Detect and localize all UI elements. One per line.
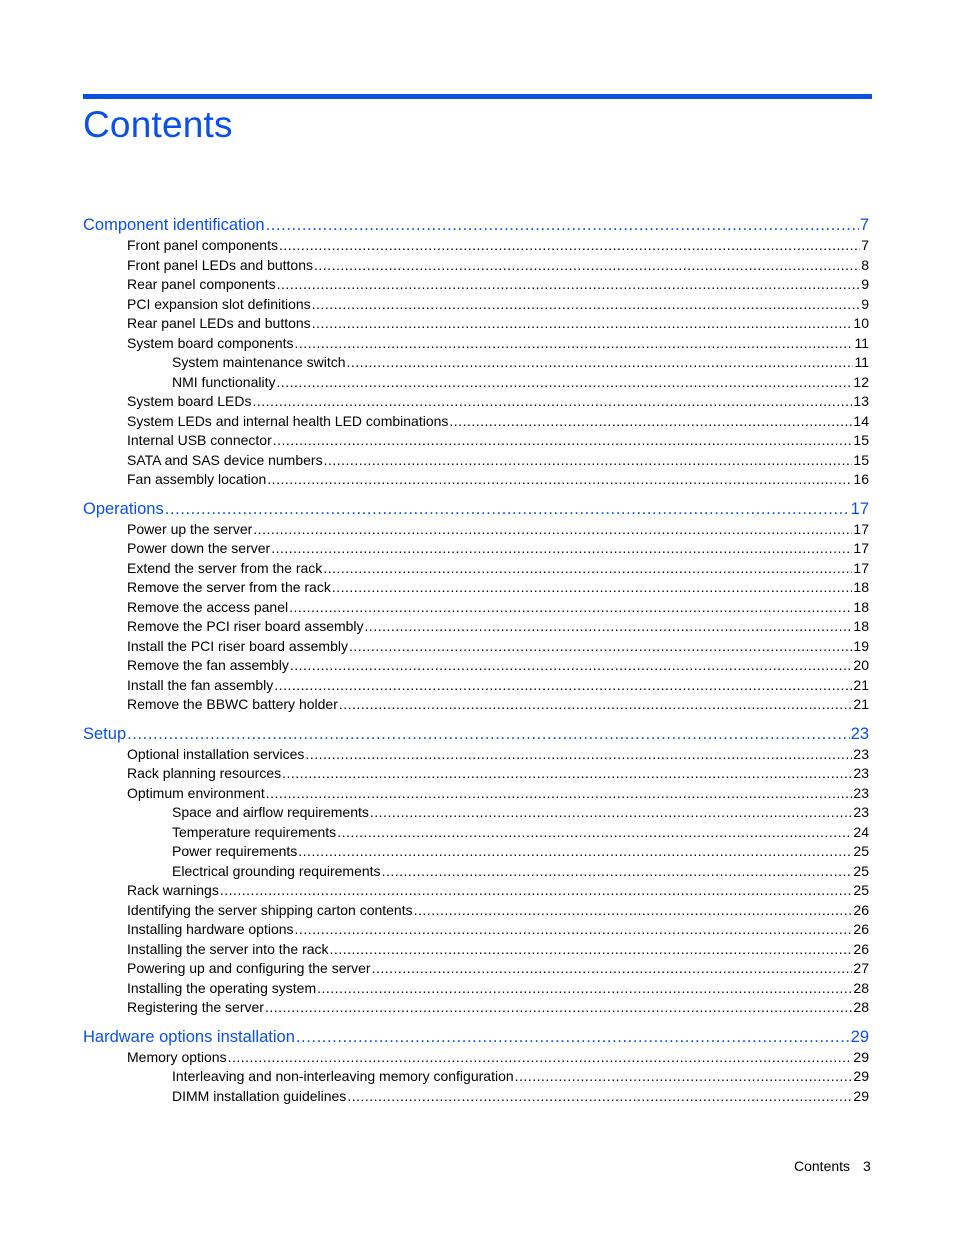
toc-entry-title[interactable]: NMI functionality bbox=[172, 373, 276, 390]
toc-page-number[interactable]: 10 bbox=[853, 315, 869, 331]
toc-subsection-link[interactable] bbox=[83, 334, 869, 354]
toc-page-number[interactable]: 25 bbox=[853, 843, 869, 859]
toc-page-number[interactable]: 19 bbox=[853, 637, 869, 654]
toc-entry-title[interactable]: Optional installation services bbox=[127, 745, 305, 762]
toc-entry-title[interactable]: Rear panel LEDs and buttons bbox=[127, 315, 311, 331]
dot-leader bbox=[339, 695, 853, 715]
toc-subsubsection-link[interactable] bbox=[83, 823, 869, 843]
toc-page-number[interactable]: 17 bbox=[853, 540, 869, 556]
toc-entry-title[interactable]: Memory options bbox=[127, 1048, 227, 1065]
toc-entry-title[interactable]: Optimum environment bbox=[127, 784, 265, 801]
toc-chapter-link[interactable] bbox=[83, 1027, 869, 1048]
dot-leader bbox=[312, 295, 861, 315]
dot-leader bbox=[228, 1048, 853, 1068]
toc-subsection-link[interactable] bbox=[83, 470, 869, 490]
toc-chapter-link[interactable] bbox=[83, 215, 869, 236]
toc-subsection-link[interactable] bbox=[83, 256, 869, 276]
dot-leader bbox=[370, 803, 853, 823]
toc-entry-title[interactable]: Component identification bbox=[83, 216, 265, 234]
footer-page-number: 3 bbox=[863, 1158, 871, 1174]
toc-subsection-link[interactable] bbox=[83, 695, 869, 715]
dot-leader bbox=[296, 1027, 850, 1048]
toc-page-number[interactable]: 26 bbox=[853, 940, 869, 957]
toc-subsection-link[interactable] bbox=[83, 617, 869, 637]
dot-leader bbox=[267, 470, 852, 490]
dot-leader bbox=[266, 215, 859, 236]
dot-leader bbox=[265, 998, 852, 1018]
toc-page-number[interactable]: 17 bbox=[853, 559, 869, 576]
dot-leader bbox=[305, 745, 852, 765]
toc-subsubsection-link[interactable] bbox=[83, 1087, 869, 1107]
dot-leader bbox=[289, 598, 852, 618]
toc-subsection-link[interactable] bbox=[83, 295, 869, 315]
toc-entry-title[interactable]: Setup bbox=[83, 724, 127, 743]
dot-leader bbox=[515, 1067, 853, 1087]
toc-page-number[interactable]: 15 bbox=[853, 451, 869, 468]
toc-subsection-link[interactable] bbox=[83, 520, 869, 540]
dot-leader bbox=[365, 617, 853, 637]
dot-leader bbox=[290, 656, 853, 676]
toc-page-number[interactable]: 12 bbox=[853, 373, 869, 390]
toc-entry-title[interactable]: Power down the server bbox=[127, 540, 271, 556]
toc-page-number[interactable]: 29 bbox=[853, 1087, 869, 1104]
dot-leader bbox=[349, 637, 852, 657]
dot-leader bbox=[414, 901, 853, 921]
toc-page-number[interactable]: 20 bbox=[853, 657, 869, 673]
toc-entry-title[interactable]: Installing the operating system bbox=[127, 979, 317, 996]
toc-subsubsection-link[interactable] bbox=[83, 862, 869, 882]
toc-entry-title[interactable]: Install the fan assembly bbox=[127, 676, 274, 693]
toc-subsection-link[interactable] bbox=[83, 998, 869, 1018]
dot-leader bbox=[372, 959, 853, 979]
toc-entry-title[interactable]: Powering up and configuring the server bbox=[127, 960, 371, 976]
toc-entry-title[interactable]: Installing hardware options bbox=[127, 921, 294, 937]
toc-entry-title[interactable]: Internal USB connector bbox=[127, 432, 272, 448]
page-footer bbox=[794, 1158, 871, 1174]
toc-subsection-link[interactable] bbox=[83, 314, 869, 334]
table-of-contents bbox=[83, 215, 869, 1106]
toc-entry-title[interactable]: DIMM installation guidelines bbox=[172, 1087, 347, 1104]
toc-subsection-link[interactable] bbox=[83, 637, 869, 657]
toc-entry-title[interactable]: Registering the server bbox=[127, 999, 264, 1015]
dot-leader bbox=[220, 881, 853, 901]
toc-subsection-link[interactable] bbox=[83, 431, 869, 451]
toc-subsection-link[interactable] bbox=[83, 236, 869, 256]
toc-entry-title[interactable]: System board LEDs bbox=[127, 393, 252, 409]
toc-entry-title[interactable]: Hardware options installation bbox=[83, 1027, 295, 1046]
toc-entry-title[interactable]: Rack warnings bbox=[127, 882, 219, 898]
dot-leader bbox=[312, 314, 853, 334]
toc-page-number[interactable]: 23 bbox=[850, 724, 869, 743]
toc-entry-title[interactable]: Front panel LEDs and buttons bbox=[127, 256, 314, 273]
dot-leader bbox=[274, 676, 852, 696]
toc-subsection-link[interactable] bbox=[83, 676, 869, 696]
dot-leader bbox=[324, 451, 853, 471]
toc-page-number[interactable]: 16 bbox=[853, 471, 869, 487]
dot-leader bbox=[298, 842, 852, 862]
toc-subsection-link[interactable] bbox=[83, 598, 869, 618]
dot-leader bbox=[330, 940, 853, 960]
toc-page-number[interactable]: 15 bbox=[853, 432, 869, 448]
toc-page-number[interactable]: 11 bbox=[854, 354, 869, 370]
toc-page-number[interactable]: 17 bbox=[850, 499, 869, 518]
toc-entry-title[interactable]: Fan assembly location bbox=[127, 471, 267, 487]
toc-entry-title[interactable]: Remove the fan assembly bbox=[127, 657, 289, 673]
toc-page-number[interactable]: 28 bbox=[853, 999, 869, 1015]
toc-entry-title[interactable]: System maintenance switch bbox=[172, 354, 346, 370]
toc-section bbox=[83, 499, 869, 715]
toc-subsection-link[interactable] bbox=[83, 901, 869, 921]
toc-page-number[interactable]: 26 bbox=[853, 901, 869, 918]
toc-subsection-link[interactable] bbox=[83, 412, 869, 432]
dot-leader bbox=[347, 353, 854, 373]
toc-entry-title[interactable]: Rear panel components bbox=[127, 276, 276, 292]
toc-entry-title[interactable]: Remove the server from the rack bbox=[127, 579, 331, 595]
toc-entry-title[interactable]: Remove the PCI riser board assembly bbox=[127, 618, 364, 634]
toc-subsection-link[interactable] bbox=[83, 745, 869, 765]
toc-entry-title[interactable]: Temperature requirements bbox=[172, 823, 337, 840]
dot-leader bbox=[165, 499, 850, 520]
toc-page-number[interactable]: 18 bbox=[853, 579, 869, 595]
toc-page-number[interactable]: 28 bbox=[853, 979, 869, 996]
toc-subsubsection-link[interactable] bbox=[83, 373, 869, 393]
dot-leader bbox=[277, 275, 861, 295]
toc-entry-title[interactable]: Operations bbox=[83, 499, 164, 518]
toc-entry-title[interactable]: System board components bbox=[127, 334, 294, 351]
toc-subsection-link[interactable] bbox=[83, 451, 869, 471]
dot-leader bbox=[271, 539, 852, 559]
dot-leader bbox=[295, 920, 853, 940]
toc-page-number[interactable]: 26 bbox=[853, 921, 869, 937]
toc-page-number[interactable]: 27 bbox=[853, 960, 869, 976]
dot-leader bbox=[382, 862, 853, 882]
toc-subsection-link[interactable] bbox=[83, 392, 869, 412]
toc-page-number[interactable]: 14 bbox=[853, 412, 869, 429]
toc-page-number[interactable]: 21 bbox=[853, 696, 869, 712]
toc-page-number[interactable]: 29 bbox=[850, 1027, 869, 1046]
toc-entry-title[interactable]: Rack planning resources bbox=[127, 765, 282, 781]
dot-leader bbox=[127, 724, 850, 745]
toc-entry-title[interactable]: SATA and SAS device numbers bbox=[127, 451, 323, 468]
toc-page-number[interactable]: 7 bbox=[859, 216, 869, 234]
toc-page-number[interactable]: 29 bbox=[853, 1068, 869, 1084]
toc-page-number[interactable]: 9 bbox=[861, 276, 869, 292]
toc-subsubsection-link[interactable] bbox=[83, 353, 869, 373]
toc-page-number[interactable]: 23 bbox=[853, 804, 869, 820]
toc-page-number[interactable]: 17 bbox=[853, 520, 869, 537]
toc-entry-title[interactable]: PCI expansion slot definitions bbox=[127, 295, 311, 312]
toc-page-number[interactable]: 25 bbox=[853, 862, 869, 879]
toc-entry-title[interactable]: Extend the server from the rack bbox=[127, 559, 323, 576]
dot-leader bbox=[279, 236, 860, 256]
toc-section bbox=[83, 724, 869, 1018]
toc-subsubsection-link[interactable] bbox=[83, 1067, 869, 1087]
dot-leader bbox=[323, 559, 852, 579]
toc-page-number[interactable]: 24 bbox=[853, 823, 869, 840]
toc-page-number[interactable]: 18 bbox=[853, 598, 869, 615]
dot-leader bbox=[317, 979, 852, 999]
toc-subsubsection-link[interactable] bbox=[83, 803, 869, 823]
toc-subsection-link[interactable] bbox=[83, 784, 869, 804]
toc-page-number[interactable]: 8 bbox=[861, 256, 869, 273]
toc-page-number[interactable]: 11 bbox=[854, 334, 869, 351]
toc-entry-title[interactable]: Space and airflow requirements bbox=[172, 804, 369, 820]
toc-subsection-link[interactable] bbox=[83, 764, 869, 784]
toc-subsection-link[interactable] bbox=[83, 578, 869, 598]
toc-page-number[interactable]: 7 bbox=[861, 237, 869, 253]
toc-page-number[interactable]: 23 bbox=[853, 745, 869, 762]
dot-leader bbox=[332, 578, 853, 598]
page-title: Contents bbox=[83, 104, 233, 145]
toc-subsection-link[interactable] bbox=[83, 881, 869, 901]
toc-chapter-link[interactable] bbox=[83, 724, 869, 745]
toc-entry-title[interactable]: Interleaving and non-interleaving memory configuration bbox=[172, 1068, 514, 1084]
toc-section bbox=[83, 1027, 869, 1107]
toc-subsection-link[interactable] bbox=[83, 940, 869, 960]
toc-page-number[interactable]: 18 bbox=[853, 618, 869, 634]
dot-leader bbox=[276, 373, 852, 393]
toc-subsection-link[interactable] bbox=[83, 539, 869, 559]
toc-section bbox=[83, 215, 869, 490]
toc-page-number[interactable]: 25 bbox=[853, 882, 869, 898]
dot-leader bbox=[253, 392, 853, 412]
toc-subsection-link[interactable] bbox=[83, 959, 869, 979]
toc-subsubsection-link[interactable] bbox=[83, 842, 869, 862]
dot-leader bbox=[295, 334, 854, 354]
toc-entry-title[interactable]: System LEDs and internal health LED combinations bbox=[127, 412, 449, 429]
toc-subsection-link[interactable] bbox=[83, 275, 869, 295]
dot-leader bbox=[449, 412, 852, 432]
dot-leader bbox=[273, 431, 853, 451]
dot-leader bbox=[314, 256, 860, 276]
toc-entry-title[interactable]: Identifying the server shipping carton contents bbox=[127, 901, 413, 918]
toc-entry-title[interactable]: Remove the BBWC battery holder bbox=[127, 696, 338, 712]
dot-leader bbox=[266, 784, 853, 804]
toc-page-number[interactable]: 29 bbox=[853, 1048, 869, 1065]
toc-subsection-link[interactable] bbox=[83, 979, 869, 999]
dot-leader bbox=[282, 764, 852, 784]
dot-leader bbox=[253, 520, 852, 540]
toc-subsection-link[interactable] bbox=[83, 920, 869, 940]
toc-page-number[interactable]: 13 bbox=[853, 393, 869, 409]
toc-chapter-link[interactable] bbox=[83, 499, 869, 520]
toc-entry-title[interactable]: Electrical grounding requirements bbox=[172, 862, 381, 879]
toc-subsection-link[interactable] bbox=[83, 656, 869, 676]
toc-page-number[interactable]: 23 bbox=[853, 765, 869, 781]
toc-subsection-link[interactable] bbox=[83, 1048, 869, 1068]
toc-entry-title[interactable]: Power requirements bbox=[172, 843, 298, 859]
toc-page-number[interactable]: 21 bbox=[853, 676, 869, 693]
toc-entry-title[interactable]: Power up the server bbox=[127, 520, 253, 537]
dot-leader bbox=[337, 823, 852, 843]
dot-leader bbox=[347, 1087, 852, 1107]
toc-entry-title[interactable]: Front panel components bbox=[127, 237, 278, 253]
title-rule bbox=[83, 94, 872, 99]
toc-entry-title[interactable]: Install the PCI riser board assembly bbox=[127, 637, 348, 654]
toc-page-number[interactable]: 9 bbox=[861, 295, 869, 312]
toc-entry-title[interactable]: Remove the access panel bbox=[127, 598, 289, 615]
footer-label: Contents bbox=[794, 1158, 851, 1174]
toc-subsection-link[interactable] bbox=[83, 559, 869, 579]
toc-page-number[interactable]: 23 bbox=[853, 784, 869, 801]
toc-entry-title[interactable]: Installing the server into the rack bbox=[127, 940, 329, 957]
